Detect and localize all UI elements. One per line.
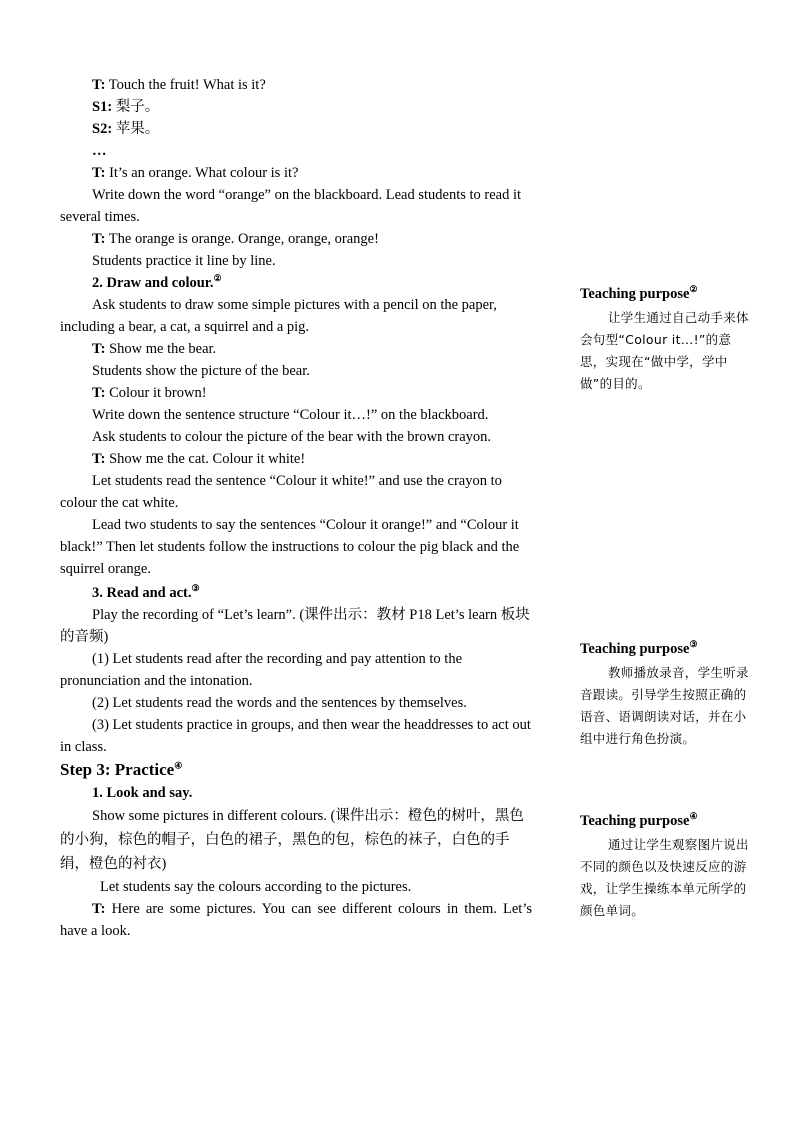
note-heading [580,638,752,660]
teaching-purpose-note-3 [580,638,752,750]
line-text: Show me the bear. [105,341,217,357]
heading-text: Step 3: Practice [60,760,175,779]
instruction-paragraph: Students practice it line by line. [92,253,276,269]
note-heading [580,810,752,832]
dialogue-line [60,338,532,360]
section-heading-draw-and-colour [60,272,532,294]
speaker-label: T: [92,385,106,401]
main-column [60,74,532,942]
dialogue-line [60,162,532,184]
speaker-label: T: [92,77,106,93]
instruction-paragraph: Show some pictures in different colours. (课件出示：橙色的树叶，黑色的小狗，棕色的帽子，白色的裙子，黑色的包，棕色的袜子，白色的手绢，橙色的衬衣) [60,808,524,872]
line-text: The orange is orange. Orange, orange, orange! [105,231,379,247]
note-text: 通过让学生观察图片说出不同的颜色以及快速反应的游戏，让学生操练本单元所学的颜色单词。 [580,837,749,918]
line-text: 梨子。 [112,99,160,115]
heading-text: 3. Read and act. [92,585,192,601]
note-text: 教师播放录音，学生听录音跟读。引导学生按照正确的语音、语调朗读对话，并在小组中进行角色扮演。 [580,665,749,746]
dialogue-line [60,382,532,404]
instruction-paragraph: (2) Let students read the words and the sentences by themselves. [92,695,467,711]
heading-text: 2. Draw and colour. [92,275,214,291]
speaker-label: T: [92,341,106,357]
note-heading-text: Teaching purpose [580,286,690,302]
dialogue-line [60,898,532,942]
instruction-paragraph: (1) Let students read after the recording and pay attention to the pronunciation and the intonation. [60,651,463,689]
note-heading [580,283,752,305]
footnote-marker: ③ [191,583,200,594]
speaker-label: T: [92,165,106,181]
line-text: It’s an orange. What colour is it? [105,165,299,181]
note-text: 让学生通过自己动手来体会句型“Colour it…!”的意思，实现在“做中学，学中做”的目的。 [580,310,749,391]
instruction-paragraph: Write down the sentence structure “Colour it…!” on the blackboard. [92,407,489,423]
line-text: 苹果。 [112,121,160,137]
instruction-paragraph: Ask students to draw some simple pictures with a pencil on the paper, including a bear, a cat, a squirrel and a pig. [60,297,497,335]
footnote-marker: ③ [689,639,698,650]
instruction-paragraph: Write down the word “orange” on the blackboard. Lead students to read it several times. [60,187,522,225]
speaker-label: T: [92,901,106,917]
line-text: Show me the cat. Colour it white! [105,451,306,467]
dialogue-line [60,96,532,118]
note-heading-text: Teaching purpose [580,641,690,657]
footnote-marker: ④ [174,760,183,771]
teaching-purpose-note-2 [580,283,752,395]
speaker-label: T: [92,231,106,247]
line-text: Touch the fruit! What is it? [105,77,266,93]
instruction-paragraph: Students show the picture of the bear. [92,363,310,379]
instruction-paragraph: Let students say the colours according to the pictures. [100,879,412,895]
teaching-purpose-note-4 [580,810,752,922]
line-text: Here are some pictures. You can see different colours in them. Let’s have a look. [60,901,532,939]
footnote-marker: ② [213,273,222,284]
dialogue-line [60,118,532,140]
instruction-paragraph: Play the recording of “Let’s learn”. (课件出示：教材 P18 Let’s learn 板块的音频) [60,607,530,645]
dialogue-line [60,74,532,96]
speaker-label: S1: [92,99,113,115]
instruction-paragraph: Lead two students to say the sentences “Colour it orange!” and “Colour it black!” Then let students follow the instructions to colour the pig black and the squirrel orange. [60,517,520,577]
note-heading-text: Teaching purpose [580,813,690,829]
section-heading-read-and-act [60,582,532,604]
instruction-paragraph: (3) Let students practice in groups, and then wear the headdresses to act out in class. [60,717,531,755]
instruction-paragraph: Ask students to colour the picture of the bear with the brown crayon. [92,429,492,445]
footnote-marker: ④ [689,811,698,822]
section-heading-look-and-say: 1. Look and say. [92,785,193,801]
line-text: Colour it brown! [105,385,207,401]
speaker-label: T: [92,451,106,467]
dialogue-line [60,448,532,470]
instruction-paragraph: Let students read the sentence “Colour it white!” and use the crayon to colour the cat white. [60,473,502,511]
ellipsis-line: … [92,143,107,159]
dialogue-line [60,228,532,250]
step-heading-practice [60,758,532,782]
footnote-marker: ② [689,284,698,295]
speaker-label: S2: [92,121,113,137]
